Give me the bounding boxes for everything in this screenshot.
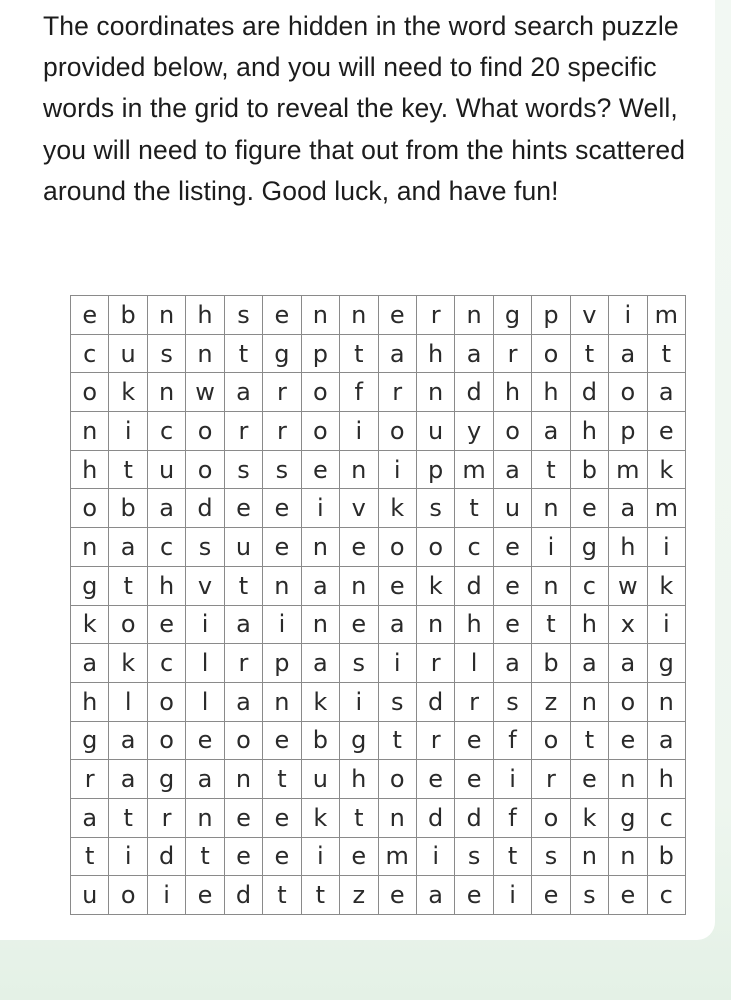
grid-cell: m (609, 450, 647, 489)
grid-cell: a (109, 721, 147, 760)
grid-cell: a (224, 373, 262, 412)
grid-cell: e (378, 296, 416, 335)
intro-paragraph: The coordinates are hidden in the word search puzzle provided below, and you will need to find 20 specific words in the grid to reveal the key. What words? Well, you will need to figure that out from the hints scattered around the listing. Good luck, and have fun! (43, 11, 686, 206)
grid-cell: h (647, 760, 685, 799)
grid-cell: r (378, 373, 416, 412)
grid-cell: a (609, 644, 647, 683)
grid-cell: c (455, 528, 493, 567)
grid-cell: e (263, 489, 301, 528)
grid-cell: n (570, 837, 608, 876)
grid-cell: g (609, 798, 647, 837)
grid-cell: o (378, 412, 416, 451)
grid-cell: a (609, 334, 647, 373)
grid-cell: k (109, 644, 147, 683)
grid-cell: n (416, 373, 454, 412)
grid-cell: o (109, 605, 147, 644)
grid-cell: e (224, 798, 262, 837)
grid-cell: a (109, 760, 147, 799)
grid-cell: k (301, 798, 339, 837)
grid-cell: o (532, 721, 570, 760)
grid-cell: o (186, 450, 224, 489)
grid-cell: e (455, 876, 493, 915)
grid-cell: h (570, 412, 608, 451)
grid-cell: h (186, 296, 224, 335)
grid-cell: r (416, 644, 454, 683)
grid-cell: a (647, 373, 685, 412)
grid-cell: a (224, 682, 262, 721)
grid-cell: o (224, 721, 262, 760)
grid-cell: u (224, 528, 262, 567)
grid-cell: u (493, 489, 531, 528)
grid-cell: b (570, 450, 608, 489)
grid-cell: a (378, 605, 416, 644)
grid-row (71, 682, 686, 721)
grid-row (71, 373, 686, 412)
grid-cell: o (147, 721, 185, 760)
grid-cell: a (301, 644, 339, 683)
grid-cell: z (340, 876, 378, 915)
grid-cell: g (71, 566, 109, 605)
grid-cell: e (647, 412, 685, 451)
grid-cell: e (263, 837, 301, 876)
grid-cell: k (301, 682, 339, 721)
grid-cell: p (609, 412, 647, 451)
grid-cell: n (147, 373, 185, 412)
grid-cell: n (532, 566, 570, 605)
grid-cell: k (647, 450, 685, 489)
grid-cell: h (340, 760, 378, 799)
grid-cell: a (224, 605, 262, 644)
grid-cell: n (378, 798, 416, 837)
grid-cell: a (301, 566, 339, 605)
grid-cell: r (224, 412, 262, 451)
grid-row (71, 721, 686, 760)
grid-cell: t (109, 450, 147, 489)
grid-cell: o (493, 412, 531, 451)
grid-cell: a (378, 334, 416, 373)
grid-cell: n (340, 296, 378, 335)
grid-cell: e (301, 450, 339, 489)
grid-row (71, 566, 686, 605)
grid-cell: i (301, 489, 339, 528)
grid-cell: c (570, 566, 608, 605)
grid-cell: e (263, 296, 301, 335)
grid-cell: s (186, 528, 224, 567)
grid-cell: v (186, 566, 224, 605)
grid-cell: r (263, 373, 301, 412)
grid-cell: a (71, 798, 109, 837)
grid-cell: t (493, 837, 531, 876)
grid-cell: k (416, 566, 454, 605)
grid-cell: k (378, 489, 416, 528)
grid-cell: o (109, 876, 147, 915)
grid-cell: h (71, 682, 109, 721)
grid-cell: i (340, 412, 378, 451)
grid-cell: n (263, 682, 301, 721)
grid-cell: r (147, 798, 185, 837)
grid-cell: g (493, 296, 531, 335)
grid-cell: i (109, 837, 147, 876)
grid-cell: o (186, 412, 224, 451)
grid-cell: r (416, 296, 454, 335)
grid-cell: d (570, 373, 608, 412)
grid-cell: n (340, 566, 378, 605)
grid-cell: v (570, 296, 608, 335)
grid-cell: a (570, 644, 608, 683)
grid-cell: p (532, 296, 570, 335)
grid-cell: n (301, 296, 339, 335)
grid-row (71, 450, 686, 489)
grid-cell: n (609, 760, 647, 799)
grid-cell: l (455, 644, 493, 683)
grid-cell: c (71, 334, 109, 373)
word-search-table (70, 295, 686, 915)
grid-row (71, 296, 686, 335)
grid-cell: a (416, 876, 454, 915)
grid-cell: m (378, 837, 416, 876)
grid-cell: e (493, 528, 531, 567)
grid-cell: k (109, 373, 147, 412)
grid-cell: k (71, 605, 109, 644)
grid-cell: p (301, 334, 339, 373)
grid-cell: i (263, 605, 301, 644)
grid-cell: a (647, 721, 685, 760)
grid-row (71, 528, 686, 567)
word-search-grid (70, 295, 686, 915)
grid-row (71, 489, 686, 528)
grid-cell: t (340, 334, 378, 373)
grid-cell: e (186, 876, 224, 915)
grid-cell: f (340, 373, 378, 412)
grid-cell: e (493, 605, 531, 644)
grid-cell: o (416, 528, 454, 567)
grid-cell: i (493, 760, 531, 799)
grid-cell: t (186, 837, 224, 876)
grid-cell: s (224, 450, 262, 489)
grid-cell: e (71, 296, 109, 335)
grid-cell: h (570, 605, 608, 644)
grid-cell: f (493, 798, 531, 837)
grid-cell: a (532, 412, 570, 451)
grid-cell: r (416, 721, 454, 760)
grid-cell: e (147, 605, 185, 644)
grid-cell: g (71, 721, 109, 760)
grid-cell: e (532, 876, 570, 915)
grid-cell: s (532, 837, 570, 876)
grid-cell: i (109, 412, 147, 451)
grid-cell: h (532, 373, 570, 412)
grid-cell: n (186, 334, 224, 373)
grid-cell: n (71, 528, 109, 567)
page-footer-shade (0, 940, 731, 1000)
grid-cell: t (455, 489, 493, 528)
grid-cell: b (301, 721, 339, 760)
grid-cell: u (416, 412, 454, 451)
grid-cell: e (570, 760, 608, 799)
grid-cell: h (493, 373, 531, 412)
grid-cell: s (570, 876, 608, 915)
grid-cell: i (493, 876, 531, 915)
grid-cell: o (301, 412, 339, 451)
grid-cell: r (455, 682, 493, 721)
grid-cell: n (186, 798, 224, 837)
grid-cell: v (340, 489, 378, 528)
grid-cell: u (301, 760, 339, 799)
grid-cell: u (109, 334, 147, 373)
grid-cell: e (455, 721, 493, 760)
grid-cell: s (224, 296, 262, 335)
grid-cell: w (609, 566, 647, 605)
grid-cell: d (455, 566, 493, 605)
grid-cell: t (301, 876, 339, 915)
grid-cell: n (71, 412, 109, 451)
grid-cell: a (147, 489, 185, 528)
grid-cell: x (609, 605, 647, 644)
grid-cell: o (609, 682, 647, 721)
grid-cell: s (416, 489, 454, 528)
grid-cell: e (263, 798, 301, 837)
grid-cell: a (493, 644, 531, 683)
grid-cell: e (493, 566, 531, 605)
grid-cell: e (263, 721, 301, 760)
grid-cell: i (301, 837, 339, 876)
grid-cell: t (570, 721, 608, 760)
grid-cell: n (263, 566, 301, 605)
grid-cell: s (147, 334, 185, 373)
grid-cell: g (340, 721, 378, 760)
grid-cell: t (263, 760, 301, 799)
grid-cell: g (263, 334, 301, 373)
grid-cell: c (147, 412, 185, 451)
grid-cell: e (455, 760, 493, 799)
grid-cell: h (455, 605, 493, 644)
grid-cell: t (532, 450, 570, 489)
grid-cell: r (224, 644, 262, 683)
grid-cell: u (71, 876, 109, 915)
grid-cell: d (186, 489, 224, 528)
grid-cell: n (147, 296, 185, 335)
grid-cell: o (71, 489, 109, 528)
grid-cell: l (109, 682, 147, 721)
grid-cell: o (378, 760, 416, 799)
grid-cell: h (609, 528, 647, 567)
grid-cell: h (416, 334, 454, 373)
grid-cell: b (532, 644, 570, 683)
grid-cell: a (455, 334, 493, 373)
grid-cell: t (570, 334, 608, 373)
grid-cell: n (301, 605, 339, 644)
grid-cell: z (532, 682, 570, 721)
grid-row (71, 605, 686, 644)
grid-cell: t (109, 566, 147, 605)
grid-row (71, 412, 686, 451)
grid-cell: s (340, 644, 378, 683)
grid-cell: l (186, 682, 224, 721)
grid-cell: d (416, 682, 454, 721)
grid-cell: d (455, 798, 493, 837)
grid-cell: e (340, 837, 378, 876)
grid-cell: c (147, 644, 185, 683)
grid-cell: f (493, 721, 531, 760)
grid-cell: t (224, 334, 262, 373)
grid-cell: s (493, 682, 531, 721)
grid-cell: n (224, 760, 262, 799)
grid-row (71, 837, 686, 876)
grid-cell: e (378, 566, 416, 605)
grid-cell: w (186, 373, 224, 412)
grid-cell: s (455, 837, 493, 876)
grid-cell: i (147, 876, 185, 915)
grid-cell: e (570, 489, 608, 528)
grid-cell: t (109, 798, 147, 837)
grid-cell: n (340, 450, 378, 489)
grid-cell: b (109, 489, 147, 528)
grid-cell: e (186, 721, 224, 760)
grid-cell: r (71, 760, 109, 799)
grid-cell: p (416, 450, 454, 489)
grid-cell: e (378, 876, 416, 915)
grid-cell: l (186, 644, 224, 683)
grid-cell: i (532, 528, 570, 567)
grid-cell: b (647, 837, 685, 876)
grid-cell: g (647, 644, 685, 683)
grid-cell: d (147, 837, 185, 876)
grid-cell: a (109, 528, 147, 567)
grid-cell: m (455, 450, 493, 489)
grid-cell: c (147, 528, 185, 567)
grid-row (71, 644, 686, 683)
grid-row (71, 798, 686, 837)
grid-cell: d (416, 798, 454, 837)
grid-cell: r (493, 334, 531, 373)
grid-cell: i (647, 605, 685, 644)
grid-cell: p (263, 644, 301, 683)
grid-cell: a (609, 489, 647, 528)
grid-cell: n (532, 489, 570, 528)
grid-cell: o (71, 373, 109, 412)
grid-cell: y (455, 412, 493, 451)
grid-cell: o (532, 334, 570, 373)
grid-cell: e (340, 528, 378, 567)
grid-cell: o (609, 373, 647, 412)
grid-cell: i (378, 644, 416, 683)
grid-cell: t (71, 837, 109, 876)
grid-cell: o (378, 528, 416, 567)
grid-cell: s (378, 682, 416, 721)
grid-cell: k (570, 798, 608, 837)
grid-cell: m (647, 489, 685, 528)
grid-cell: e (263, 528, 301, 567)
grid-cell: e (340, 605, 378, 644)
grid-cell: i (378, 450, 416, 489)
grid-cell: g (147, 760, 185, 799)
grid-cell: e (609, 721, 647, 760)
grid-cell: g (570, 528, 608, 567)
grid-cell: a (186, 760, 224, 799)
grid-row (71, 760, 686, 799)
grid-cell: e (224, 837, 262, 876)
grid-cell: h (147, 566, 185, 605)
grid-cell: m (647, 296, 685, 335)
grid-cell: c (647, 876, 685, 915)
grid-cell: s (263, 450, 301, 489)
grid-cell: i (647, 528, 685, 567)
grid-cell: h (71, 450, 109, 489)
grid-cell: d (455, 373, 493, 412)
grid-cell: o (147, 682, 185, 721)
grid-cell: a (493, 450, 531, 489)
grid-row (71, 876, 686, 915)
grid-cell: o (301, 373, 339, 412)
grid-cell: t (263, 876, 301, 915)
grid-cell: e (416, 760, 454, 799)
grid-cell: i (340, 682, 378, 721)
grid-cell: n (301, 528, 339, 567)
grid-cell: i (416, 837, 454, 876)
grid-cell: t (224, 566, 262, 605)
grid-cell: i (609, 296, 647, 335)
grid-cell: t (532, 605, 570, 644)
grid-cell: o (532, 798, 570, 837)
grid-cell: r (263, 412, 301, 451)
grid-cell: u (147, 450, 185, 489)
grid-cell: t (340, 798, 378, 837)
grid-cell: d (224, 876, 262, 915)
grid-cell: e (609, 876, 647, 915)
grid-cell: r (532, 760, 570, 799)
grid-row (71, 334, 686, 373)
grid-cell: t (378, 721, 416, 760)
grid-cell: b (109, 296, 147, 335)
grid-cell: n (455, 296, 493, 335)
grid-cell: n (609, 837, 647, 876)
grid-cell: n (647, 682, 685, 721)
grid-cell: n (570, 682, 608, 721)
grid-cell: e (224, 489, 262, 528)
grid-cell: a (71, 644, 109, 683)
grid-cell: n (416, 605, 454, 644)
grid-cell: c (647, 798, 685, 837)
grid-cell: i (186, 605, 224, 644)
grid-cell: t (647, 334, 685, 373)
grid-cell: k (647, 566, 685, 605)
